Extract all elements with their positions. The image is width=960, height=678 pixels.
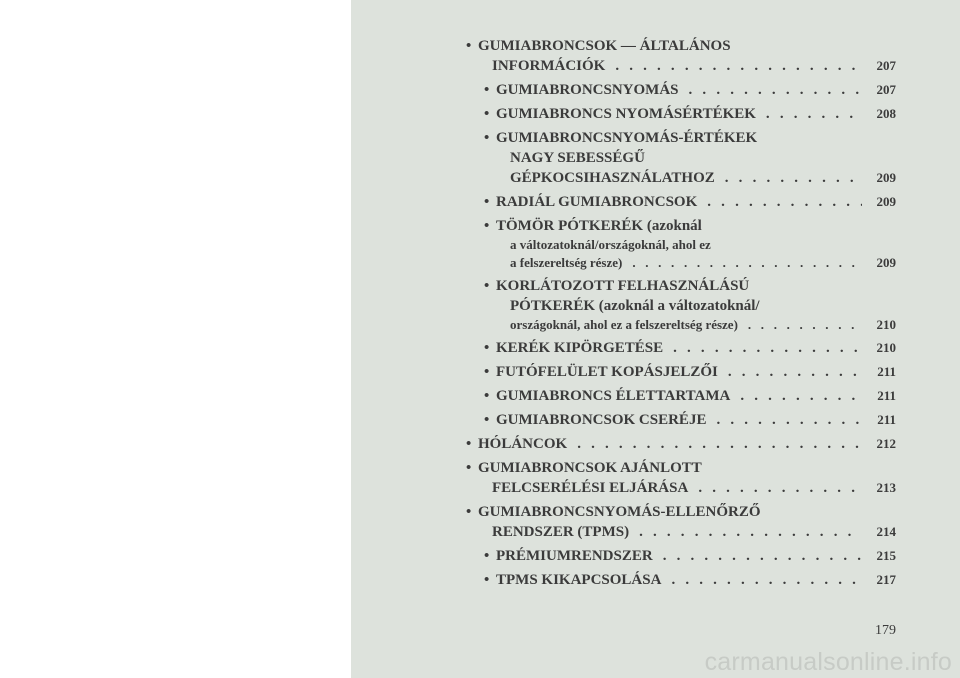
toc-page-number: 211 [877, 388, 896, 403]
toc-entry-title: TPMS KIKAPCSOLÁSA [496, 572, 662, 588]
toc-page-number: 215 [876, 548, 896, 563]
dot-leader [632, 254, 862, 272]
bullet-icon: • [484, 412, 490, 428]
dot-leader [707, 192, 862, 212]
toc-entry[interactable] [484, 570, 896, 590]
manual-page [351, 0, 960, 678]
toc-entry[interactable] [484, 104, 896, 124]
toc-entry-line [484, 570, 896, 590]
toc-entry-title: RENDSZER (TPMS) [492, 524, 630, 540]
toc-entry-title: GUMIABRONCSOK CSERÉJE [496, 412, 707, 428]
toc-entry-line [496, 254, 896, 272]
dot-leader [615, 56, 862, 76]
toc-entry-line [496, 148, 896, 168]
bullet-icon: • [484, 364, 490, 380]
toc-entry-line [478, 522, 896, 542]
bullet-icon: • [466, 460, 472, 476]
bullet-icon: • [466, 38, 472, 54]
toc-entry-line [484, 104, 896, 124]
toc-page-number: 210 [876, 340, 896, 355]
bullet-icon: • [484, 278, 490, 294]
toc-entry[interactable] [466, 36, 896, 76]
toc-entry[interactable] [466, 502, 896, 542]
bullet-icon: • [484, 106, 490, 122]
toc-entry-title: országoknál, ahol ez a felszereltség része) [510, 317, 738, 332]
toc-entry-title: NAGY SEBESSÉGŰ [510, 150, 645, 166]
bullet-icon: • [484, 572, 490, 588]
toc-entry-title: GUMIABRONCSNYOMÁS-ÉRTÉKEK [496, 130, 758, 146]
toc-page-number: 211 [877, 412, 896, 427]
page-number: 179 [875, 623, 896, 638]
dot-leader [716, 410, 862, 430]
toc-entry-line [478, 56, 896, 76]
toc-entry[interactable] [484, 410, 896, 430]
toc-entry-line [466, 36, 896, 56]
toc-entry-title: FELCSERÉLÉSI ELJÁRÁSA [492, 480, 689, 496]
toc-entry-line [484, 338, 896, 358]
toc-entry[interactable] [484, 386, 896, 406]
bullet-icon: • [484, 194, 490, 210]
dot-leader [766, 104, 862, 124]
toc-entry-title: PÓTKERÉK (azoknál a változatoknál/ [510, 298, 760, 314]
toc-page-number: 211 [877, 364, 896, 379]
toc-entry-title: PRÉMIUMRENDSZER [496, 548, 653, 564]
toc-entry-title: GUMIABRONCSNYOMÁS [496, 82, 679, 98]
toc-entry[interactable] [484, 80, 896, 100]
watermark-text: carmanualsonline.info [704, 648, 952, 676]
dot-leader [639, 522, 862, 542]
toc-entry-title: KORLÁTOZOTT FELHASZNÁLÁSÚ [496, 278, 750, 294]
toc-page-number: 208 [876, 106, 896, 121]
toc-entry-line [478, 478, 896, 498]
dot-leader [689, 80, 862, 100]
toc-page-number: 214 [876, 524, 896, 539]
bullet-icon: • [466, 504, 472, 520]
toc-entry[interactable] [466, 434, 896, 454]
toc-entry-line [484, 362, 896, 382]
toc-entry-title: a változatoknál/országoknál, ahol ez [510, 237, 711, 252]
dot-leader [740, 386, 862, 406]
toc-entry[interactable] [484, 546, 896, 566]
toc-entry[interactable] [466, 458, 896, 498]
toc-entry-title: RADIÁL GUMIABRONCSOK [496, 194, 698, 210]
bullet-icon: • [484, 82, 490, 98]
toc-entry-line [484, 546, 896, 566]
toc-entry-title: GUMIABRONCS NYOMÁSÉRTÉKEK [496, 106, 756, 122]
toc-entry-title: FUTÓFELÜLET KOPÁSJELZŐI [496, 364, 718, 380]
toc-page-number: 213 [876, 480, 896, 495]
toc-entry-title: INFORMÁCIÓK [492, 58, 606, 74]
toc-entry-title: a felszereltség része) [510, 255, 623, 270]
dot-leader [725, 168, 862, 188]
toc-entry-title: GUMIABRONCSNYOMÁS-ELLENŐRZŐ [478, 504, 761, 520]
toc-entry-title: HÓLÁNCOK [478, 436, 568, 452]
toc-entry-line [496, 236, 896, 254]
toc-entry[interactable] [484, 192, 896, 212]
dot-leader [748, 316, 862, 334]
bullet-icon: • [466, 436, 472, 452]
dot-leader [671, 570, 862, 590]
toc-entry-line [484, 192, 896, 212]
bullet-icon: • [484, 130, 490, 146]
bullet-icon: • [484, 548, 490, 564]
blank-left-page [0, 0, 351, 678]
toc-entry[interactable] [484, 128, 896, 188]
toc-page-number: 207 [876, 58, 896, 73]
toc-entry-line [484, 80, 896, 100]
toc-entry[interactable] [484, 216, 896, 272]
toc-page-number: 212 [876, 436, 896, 451]
toc-entry-line [496, 168, 896, 188]
toc-entry[interactable] [484, 338, 896, 358]
toc-entry-title: GUMIABRONCS ÉLETTARTAMA [496, 388, 731, 404]
toc-page-number: 210 [876, 317, 896, 332]
toc-entry-title: GÉPKOCSIHASZNÁLATHOZ [510, 170, 715, 186]
toc-entry-title: KERÉK KIPÖRGETÉSE [496, 340, 664, 356]
toc-entry-line [484, 276, 896, 296]
dot-leader [673, 338, 862, 358]
dot-leader [663, 546, 862, 566]
dot-leader [728, 362, 862, 382]
dot-leader [698, 478, 862, 498]
toc-entry-line [484, 128, 896, 148]
toc-page-number: 209 [876, 194, 896, 209]
toc-entry-line [484, 386, 896, 406]
table-of-contents [466, 36, 896, 594]
toc-entry-line [466, 434, 896, 454]
toc-entry-line [484, 410, 896, 430]
toc-entry-title: TÖMÖR PÓTKERÉK (azoknál [496, 218, 702, 234]
bullet-icon: • [484, 218, 490, 234]
bullet-icon: • [484, 388, 490, 404]
toc-entry-title: GUMIABRONCSOK AJÁNLOTT [478, 460, 702, 476]
toc-page-number: 207 [876, 82, 896, 97]
toc-page-number: 217 [876, 572, 896, 587]
toc-entry[interactable] [484, 362, 896, 382]
toc-entry[interactable] [484, 276, 896, 334]
toc-entry-line [484, 216, 896, 236]
toc-entry-title: GUMIABRONCSOK — ÁLTALÁNOS [478, 38, 731, 54]
toc-entry-line [496, 316, 896, 334]
bullet-icon: • [484, 340, 490, 356]
toc-entry-line [496, 296, 896, 316]
toc-entry-line [466, 458, 896, 478]
toc-page-number: 209 [876, 170, 896, 185]
dot-leader [577, 434, 862, 454]
toc-entry-line [466, 502, 896, 522]
toc-page-number: 209 [876, 255, 896, 270]
